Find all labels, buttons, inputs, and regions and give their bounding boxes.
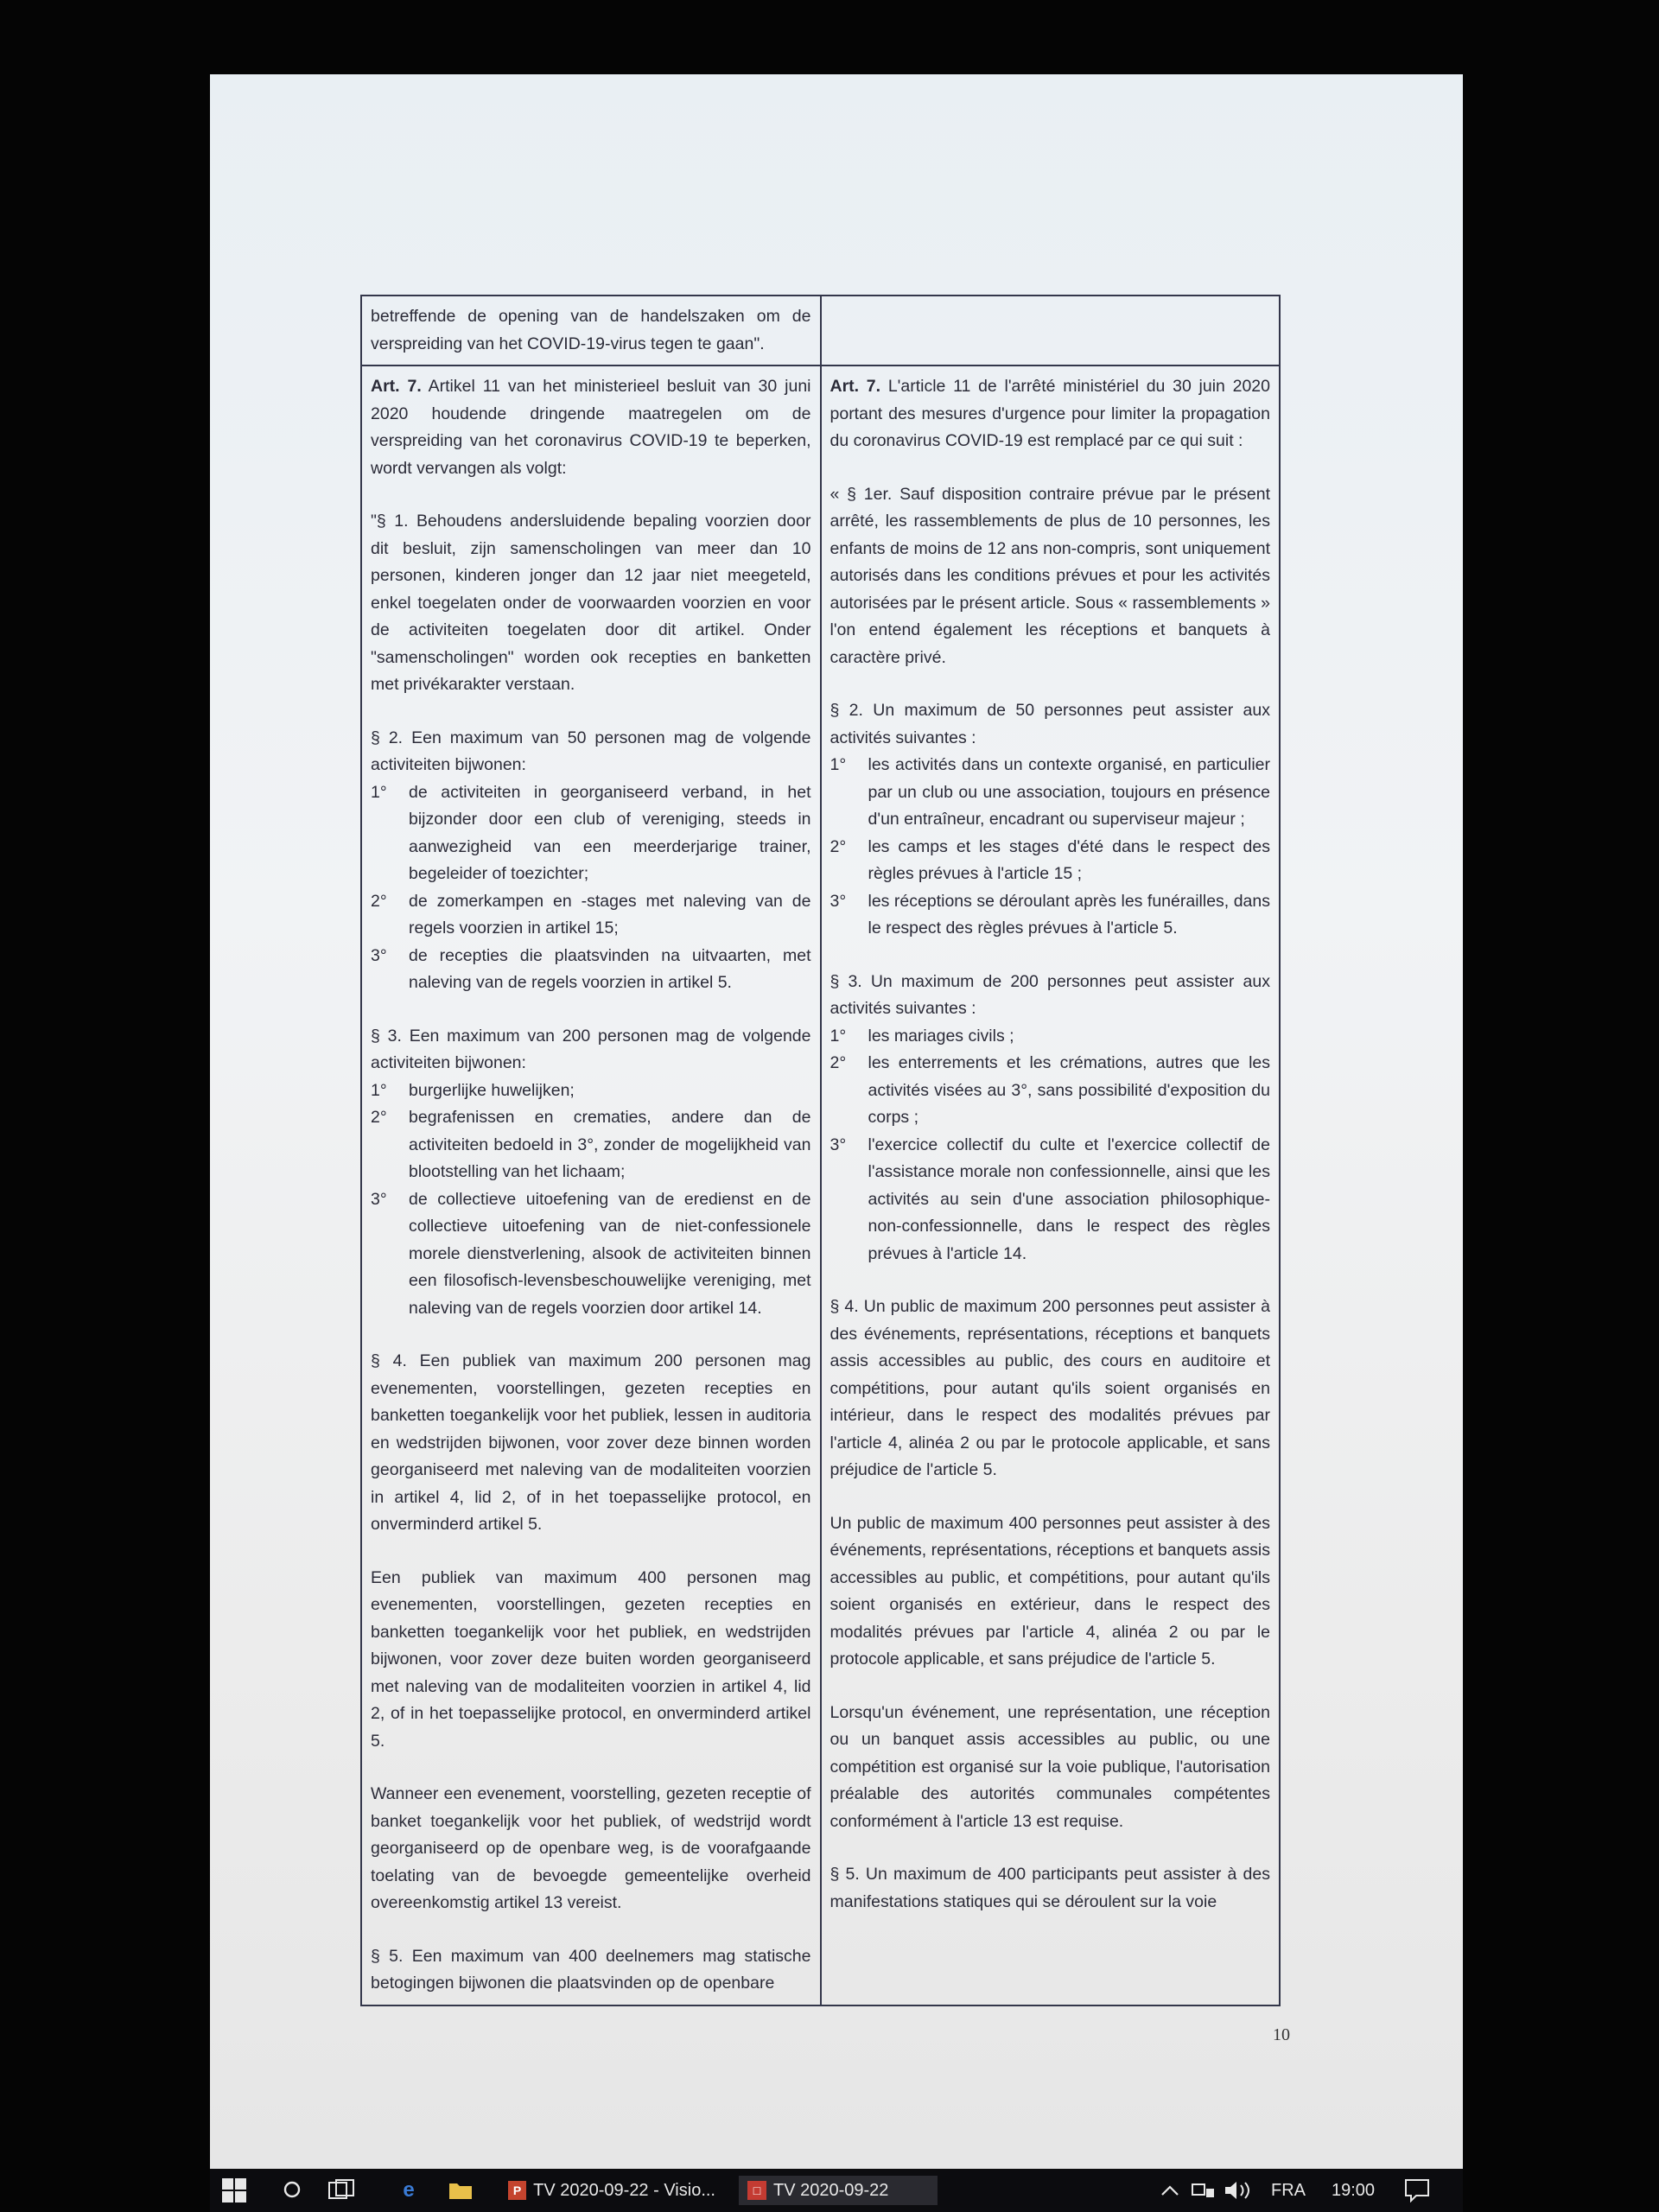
chevron-up-icon[interactable]: [1160, 2176, 1179, 2205]
list-item: [830, 752, 1271, 834]
item-text: les mariages civils ;: [868, 1026, 1014, 1046]
taskbar-item-label: TV 2020-09-22: [773, 2180, 889, 2200]
language-indicator[interactable]: FRA: [1271, 2180, 1306, 2200]
search-icon[interactable]: [279, 2177, 305, 2203]
nl-art7-intro-text: Artikel 11 van het ministerieel besluit van 30 juni 2020 houdende dringende maatregelen om de verspreiding van het coronavirus COVID-19 te beperken, wordt vervangen als volgt:: [371, 377, 811, 478]
fr-art7-title: Art. 7.: [830, 377, 881, 396]
taskbar-item-visio[interactable]: [499, 2176, 724, 2205]
item-number: 2°: [830, 836, 847, 856]
list-item: [371, 1186, 811, 1323]
fr-art7-intro: [830, 373, 1271, 455]
item-number: 3°: [830, 1135, 847, 1154]
nl-para-4b: Een publiek van maximum 400 personen mag evenementen, voorstellingen, gezeten recepties en banketten toegankelijk voor het publiek, en wedstrijden bijwonen, voor zover deze buiten worden georganiseerd met naleving van de modaliteiten voorzien in artikel 4, lid 2, of in het toepasselijke protocol, en onverminderd artikel 5.: [371, 1567, 811, 1751]
windows-start-icon[interactable]: [220, 2177, 248, 2203]
fr-para-4c: Lorsqu'un événement, une représentation, une réception ou un banquet assis accessibles au public, ou une compétition est organisé sur la voie publique, l'autorisation préalable des autorités communales compétentes conformément à l'article 13 est requise.: [830, 1702, 1270, 1831]
nl-para-4c: Wanneer een evenement, voorstelling, gezeten receptie of banket toegankelijk voor het publiek, of wedstrijd wordt georganiseerd op de openbare weg, is de voorafgaande toelating van de bevoegde gemeentelijke overheid overeenkomstig artikel 13 vereist.: [371, 1784, 811, 1912]
notification-icon[interactable]: [1404, 2176, 1430, 2205]
nl-para-5: § 5. Een maximum van 400 deelnemers mag statische betogingen bijwonen die plaatsvinden op de openbare: [371, 1946, 811, 1993]
item-number: 3°: [371, 1189, 387, 1209]
fr-para-3-intro: § 3. Un maximum de 200 personnes peut assister aux activités suivantes :: [830, 971, 1270, 1018]
item-text: begrafenissen en crematies, andere dan de activiteiten bedoeld in 3°, zonder de mogelijkheid van blootstelling van het lichaam;: [409, 1108, 811, 1181]
item-text: de collectieve uitoefening van de eredienst en de collectieve uitoefening van de niet-confessionele morele dienstverlening, alsook de activiteiten binnen een filosofisch-levensbeschouwelijke vereniging, met naleving van de regels voorzien door artikel 14.: [409, 1189, 811, 1318]
list-item: [830, 888, 1271, 943]
edge-browser-icon[interactable]: e: [403, 2178, 415, 2202]
bilingual-table: [360, 295, 1281, 2006]
item-number: 1°: [371, 782, 387, 802]
nl-art7-intro: [371, 373, 811, 482]
fr-para-4: § 4. Un public de maximum 200 personnes peut assister à des événements, représentations, réceptions et banquets assis accessibles au public, des cours en auditoire et compétitions, pour autant qu'ils soient organisés en intérieur, dans le respect des modalités prévues par l'article 4, alinéa 2 ou par le protocole applicable, et sans préjudice de l'article 5.: [830, 1297, 1270, 1479]
item-text: les réceptions se déroulant après les funérailles, dans le respect des règles prévues à l'article 5.: [868, 891, 1270, 938]
item-text: les enterrements et les crémations, autres que les activités visées au 3°, sans possibilité d'exposition du corps ;: [868, 1053, 1270, 1127]
network-icon[interactable]: [1191, 2176, 1217, 2205]
cell-fr-art7: [821, 365, 1281, 2005]
nl-para-3: [371, 1023, 811, 1323]
item-text: les activités dans un contexte organisé, en particulier par un club ou une association, toujours en présence d'un entraîneur, encadrant ou superviseur majeur ;: [868, 755, 1270, 829]
cell-nl-art7: [361, 365, 821, 2005]
list-item: [371, 779, 811, 888]
list-item: [371, 1077, 811, 1105]
nl-para-3-intro: § 3. Een maximum van 200 personen mag de volgende activiteiten bijwonen:: [371, 1026, 811, 1072]
table-row: [361, 296, 1280, 365]
presentation-icon: □: [747, 2181, 766, 2200]
cell-nl-header: [361, 296, 821, 365]
folder-icon[interactable]: [448, 2177, 474, 2203]
list-item: [371, 888, 811, 943]
item-text: de activiteiten in georganiseerd verband, in het bijzonder door een club of vereniging, steeds in aanwezigheid van een meerderjarige trainer, begeleider of toezichter;: [409, 782, 811, 883]
item-number: 2°: [371, 1108, 387, 1127]
fr-art7-intro-text: L'article 11 de l'arrêté ministériel du 30 juin 2020 portant des mesures d'urgence pour limiter la propagation du coronavirus COVID-19 est remplacé par ce qui suit :: [830, 377, 1270, 450]
item-number: 1°: [371, 1080, 387, 1100]
item-number: 3°: [371, 945, 387, 965]
item-number: 2°: [371, 891, 387, 911]
nl-para-2-intro: § 2. Een maximum van 50 personen mag de volgende activiteiten bijwonen:: [371, 728, 811, 774]
item-text: l'exercice collectif du culte et l'exercice collectif de l'assistance morale non confessionnelle, ainsi que les activités au sein d'une association philosophique-non-confessionnelle, dans le respect des règles prévues à l'article 14.: [868, 1135, 1270, 1263]
list-item: [830, 1132, 1271, 1268]
item-number: 2°: [830, 1053, 847, 1072]
nl-para-2: [371, 725, 811, 997]
item-text: de zomerkampen en -stages met naleving van de regels voorzien in artikel 15;: [409, 891, 811, 938]
fr-para-5: § 5. Un maximum de 400 participants peut assister à des manifestations statiques qui se déroulent sur la voie: [830, 1865, 1270, 1911]
fr-para-2: [830, 697, 1271, 943]
cell-fr-header: [821, 296, 1281, 365]
volume-icon[interactable]: [1223, 2176, 1254, 2205]
list-item: [371, 943, 811, 997]
taskbar: [210, 2169, 1463, 2212]
list-item: [830, 1050, 1271, 1132]
list-item: [371, 1104, 811, 1186]
fr-para-2-intro: § 2. Un maximum de 50 personnes peut assister aux activités suivantes :: [830, 701, 1270, 747]
powerpoint-icon: P: [508, 2181, 526, 2200]
list-item: [830, 834, 1271, 888]
item-number: 1°: [830, 755, 847, 774]
task-view-icon[interactable]: [327, 2177, 358, 2203]
item-text: de recepties die plaatsvinden na uitvaarten, met naleving van de regels voorzien in artikel 5.: [409, 945, 811, 992]
clock[interactable]: 19:00: [1332, 2180, 1376, 2200]
document-viewer: [210, 74, 1463, 2169]
nl-para-1: "§ 1. Behoudens andersluidende bepaling voorzien door dit besluit, zijn samenscholingen van meer dan 10 personen, kinderen jonger dan 12 jaar niet meegeteld, enkel toegelaten onder de voorwaarden voorzien en voor de activiteiten toegelaten door dit artikel. Onder "samenscholingen" worden ook recepties en banketten met privékarakter verstaan.: [371, 512, 811, 694]
item-number: 3°: [830, 891, 847, 911]
fr-para-3: [830, 969, 1271, 1268]
table-row: [361, 365, 1280, 2005]
item-number: 1°: [830, 1026, 847, 1046]
item-text: burgerlijke huwelijken;: [409, 1080, 575, 1100]
fr-para-4b: Un public de maximum 400 personnes peut assister à des événements, représentations, réceptions et banquets assis accessibles au public, et compétitions, pour autant qu'ils soient organisés en extérieur, dans le respect des modalités prévues par l'article 4, alinéa 2 ou par le protocole applicable, et sans préjudice de l'article 5.: [830, 1513, 1270, 1669]
nl-para-4: § 4. Een publiek van maximum 200 personen mag evenementen, voorstellingen, gezeten recepties en banketten toegankelijk voor het publiek, lessen in auditoria en wedstrijden bijwonen, voor zover deze binnen worden georganiseerd met naleving van de modaliteiten voorzien in artikel 4, lid 2, of in het toepasselijke protocol, en onverminderd artikel 5.: [371, 1351, 811, 1534]
list-item: [830, 1023, 1271, 1051]
nl-art7-title: Art. 7.: [371, 377, 422, 396]
fr-para-1: « § 1er. Sauf disposition contraire prévue par le présent arrêté, les rassemblements de plus de 10 personnes, les enfants de moins de 12 ans non-compris, sont uniquement autorisés dans les conditions prévues et pour les activités autorisées par le présent article. Sous « rassemblements » l'on entend également les réceptions et banquets à caractère privé.: [830, 484, 1270, 667]
page-number: 10: [1273, 2025, 1290, 2044]
item-text: les camps et les stages d'été dans le respect des règles prévues à l'article 15 ;: [868, 836, 1270, 883]
nl-header-text: betreffende de opening van de handelszaken om de verspreiding van het COVID-19-virus tegen te gaan".: [371, 307, 811, 353]
taskbar-item-label: TV 2020-09-22 - Visio...: [533, 2180, 715, 2200]
taskbar-item-presentation[interactable]: [739, 2176, 938, 2205]
